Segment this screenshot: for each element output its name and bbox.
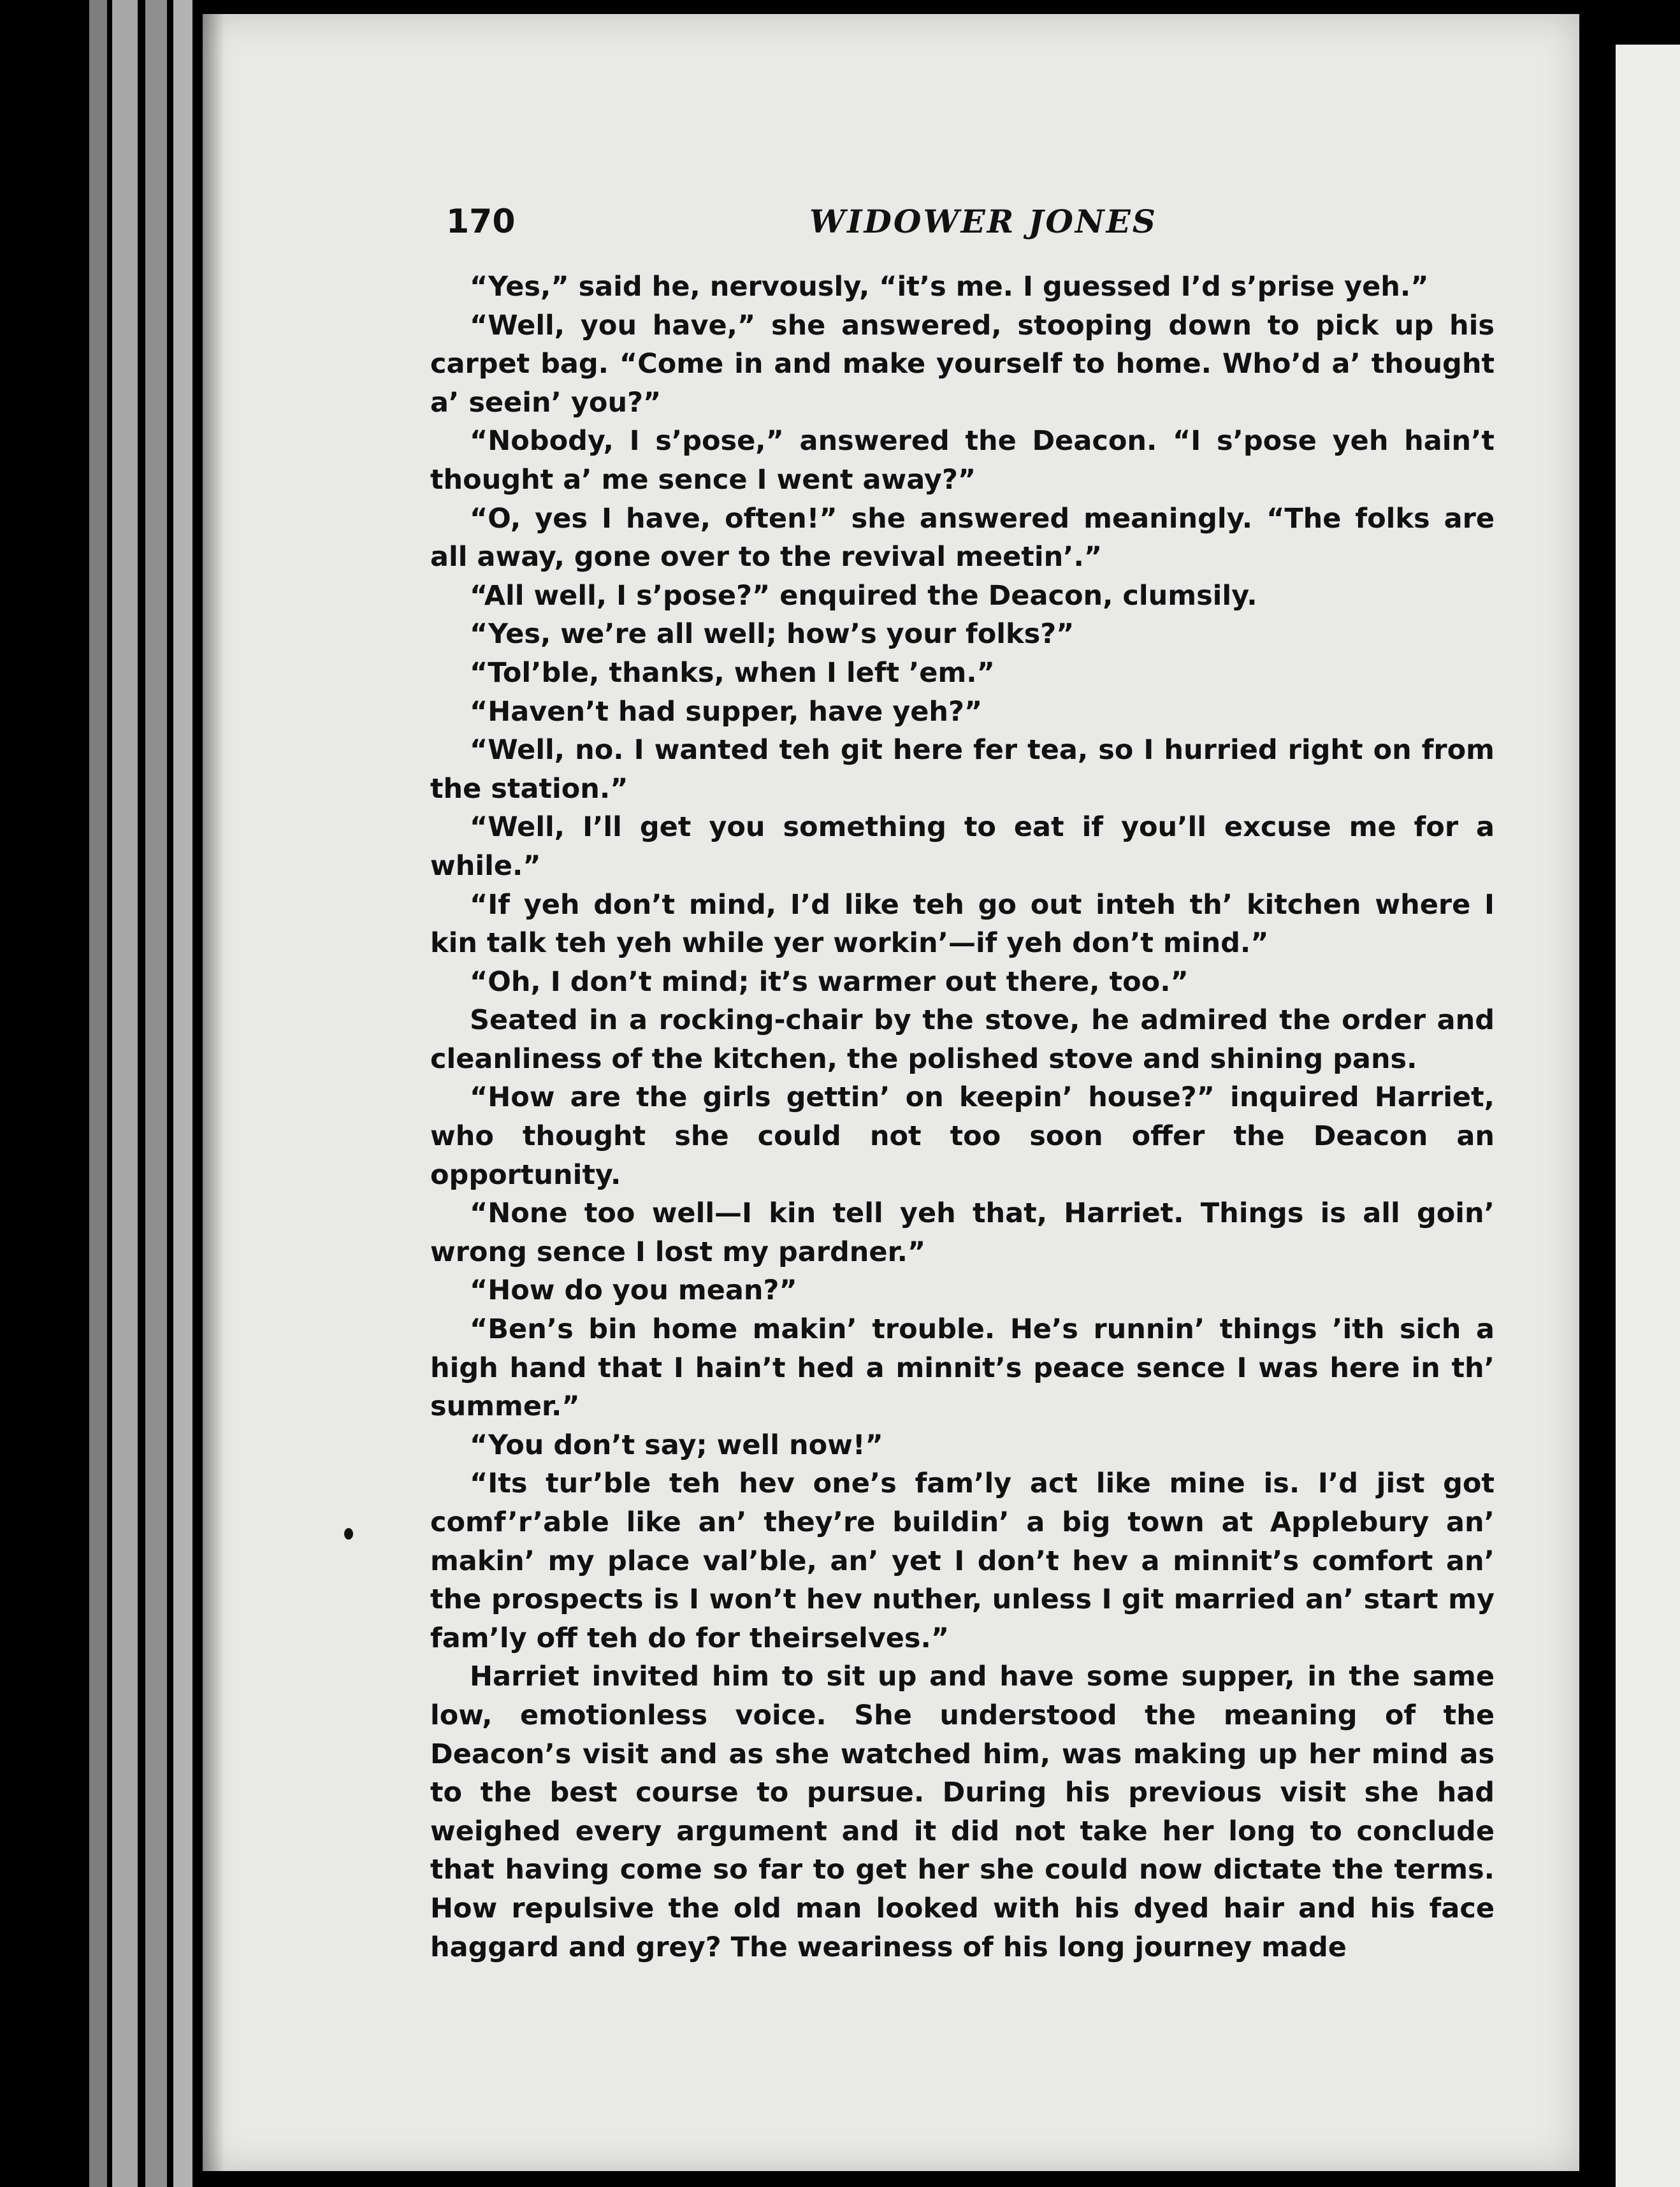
paragraph: Harriet invited him to sit up and have some supper, in the same low, emotionless voice. She understood the meaning of the Deacon’s visit and as she watched him, was making up her mind as to the best course to pursue. During his previous visit she had weighed every argument and it did not take her long to conclude that having come so far to get her she could now dictate the terms. How repulsive the old man looked with his dyed hair and his face haggard and grey? The weariness of his long journey made — [430, 1661, 1495, 1963]
page-number: 170 — [446, 203, 516, 241]
body-text — [430, 268, 1495, 1967]
paragraph: “How are the girls gettin’ on keepin’ house?” inquired Harriet, who thought she could not too soon offer the Deacon an opportunity. — [430, 1081, 1495, 1191]
paragraph: “Yes,” said he, nervously, “it’s me. I guessed I’d s’prise yeh.” — [470, 271, 1429, 303]
page-edge — [89, 0, 107, 2187]
paragraph: “Ben’s bin home makin’ trouble. He’s runnin’ things ’ith sich a high hand that I hain’t hed a minnit’s peace sence I was here in th’ summer.” — [430, 1313, 1495, 1423]
paragraph: “Well, you have,” she answered, stooping down to pick up his carpet bag. “Come in and make yourself to home. Who’d a’ thought a’ seein’ you?” — [430, 309, 1495, 419]
paragraph: “Well, I’ll get you something to eat if you’ll excuse me for a while.” — [430, 811, 1495, 882]
page-edge — [173, 0, 192, 2187]
paragraph: “Yes, we’re all well; how’s your folks?” — [470, 618, 1075, 651]
paragraph: “How do you mean?” — [470, 1274, 797, 1307]
paragraph: “If yeh don’t mind, I’d like teh go out inteh th’ kitchen where I kin talk teh yeh while yer workin’—if yeh don’t mind.” — [430, 888, 1495, 960]
page-edge — [145, 0, 167, 2187]
gutter-shadow — [203, 14, 224, 2171]
paragraph: “None too well—I kin tell yeh that, Harriet. Things is all goin’ wrong sence I lost my pardner.” — [430, 1197, 1495, 1268]
paragraph: “Oh, I don’t mind; it’s warmer out there, too.” — [470, 965, 1189, 998]
page-header — [446, 203, 1498, 254]
page-edge — [112, 0, 138, 2187]
paragraph: “O, yes I have, often!” she answered meaningly. “The folks are all away, gone over to the revival meetin’.” — [430, 502, 1495, 574]
paragraph: “Nobody, I s’pose,” answered the Deacon. “I s’pose yeh hain’t thought a’ me sence I went away?” — [430, 425, 1495, 496]
paragraph: “Tol’ble, thanks, when I left ’em.” — [470, 656, 995, 689]
paragraph: “Well, no. I wanted teh git here fer tea, so I hurried right on from the station.” — [430, 734, 1495, 805]
paragraph: “All well, I s’pose?” enquired the Deacon, clumsily. — [470, 579, 1257, 612]
paragraph: Seated in a rocking-chair by the stove, he admired the order and cleanliness of the kitchen, the polished stove and shining pans. — [430, 1004, 1495, 1075]
facing-page-edge — [1616, 45, 1680, 2187]
running-head: WIDOWER JONES — [809, 203, 1157, 240]
paragraph: “Its tur’ble teh hev one’s fam’ly act like mine is. I’d jist got comf’r’able like an’ they’re buildin’ a big town at Applebury an’ makin’ my place val’ble, an’ yet I don’t hev a minnit’s comfort an’ the prospects is I won’t hev nuther, unless I git married an’ start my fam’ly off teh do for theirselves.” — [430, 1468, 1495, 1654]
ink-speck — [344, 1528, 353, 1540]
paragraph: “You don’t say; well now!” — [470, 1429, 883, 1461]
paragraph: “Haven’t had supper, have yeh?” — [470, 695, 983, 728]
